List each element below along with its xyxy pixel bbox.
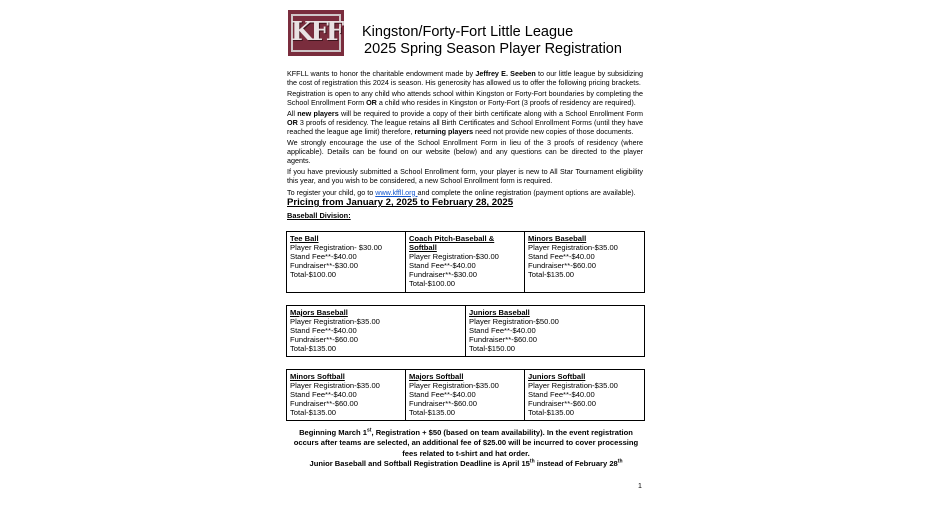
fee-line: Stand Fee**-$40.00 — [469, 325, 536, 335]
title-line-2: 2025 Spring Season Player Registration — [364, 41, 622, 57]
division-name: Juniors Softball — [528, 372, 586, 381]
fee-line: Player Registration-$35.00 — [290, 316, 380, 326]
table-row — [287, 306, 645, 357]
intro-paragraph-documents — [287, 110, 643, 136]
text-run: will be required to provide a copy of their birth certificate along with a School Enrollment Form — [338, 109, 643, 119]
fee-line: Fundraiser**-$60.00 — [409, 398, 477, 408]
fee-line: Player Registration-$35.00 — [409, 380, 499, 390]
division-name: Majors Softball — [409, 372, 464, 381]
fee-line: Fundraiser**-$60.00 — [528, 260, 596, 270]
text-run: Beginning March 1 — [299, 428, 368, 437]
fee-line: Stand Fee**-$40.00 — [528, 251, 595, 261]
emphasis-new-players: new players — [297, 109, 339, 119]
text-run: Registration is open to any child who attends school within Kingston or Forty-Fort boundaries by completing the School Enrollment Form — [287, 89, 643, 107]
intro-text — [287, 70, 643, 200]
pricing-table-baseball-1 — [286, 231, 645, 293]
price-cell — [287, 370, 406, 421]
text-run: To register your child, go to — [287, 187, 376, 197]
price-cell — [287, 232, 406, 293]
intro-paragraph-eligibility — [287, 90, 643, 108]
fee-total: Total-$135.00 — [528, 269, 575, 279]
website-link[interactable]: www.kffll.org — [375, 187, 418, 197]
division-label: Baseball Division: — [287, 211, 351, 220]
intro-paragraph-register — [287, 189, 643, 198]
price-cell — [406, 370, 525, 421]
fee-line: Stand Fee**-$40.00 — [409, 389, 476, 399]
intro-paragraph-enrollment-form: We strongly encourage the use of the School Enrollment Form in lieu of the 3 proofs of residency (where applicable). Details can be found on our website (below) and any questions can be directed to the player agents. — [287, 138, 643, 165]
table-row — [287, 370, 645, 421]
emphasis-returning-players: returning players — [414, 126, 474, 136]
fee-line: Stand Fee**-$40.00 — [528, 389, 595, 399]
late-registration-note — [286, 428, 646, 470]
price-cell — [406, 232, 525, 293]
text-run: 3 proofs of residency. The league retains all Birth Certificates and School Enrollment Forms (until they have reached the league age limit) therefore, — [287, 118, 643, 136]
pricing-table-baseball-2 — [286, 305, 645, 357]
emphasis-or: OR — [366, 97, 377, 107]
fee-line: Stand Fee**-$40.00 — [290, 251, 357, 261]
text-run: instead of February 28 — [534, 459, 618, 469]
ordinal-suffix: th — [529, 458, 535, 465]
text-run: Junior Baseball and Softball Registration Deadline is April 15 — [309, 459, 530, 469]
fee-line: Fundraiser**-$60.00 — [290, 334, 358, 344]
text-run: , Registration + $50 (based on team availability). In the event registration occurs after teams are selected, an additional fee of $25.00 will be incurred to cover processing fees related to t-shirt and hat order. — [293, 428, 639, 458]
fee-line: Fundraiser**-$30.00 — [409, 269, 477, 279]
fee-line: Player Registration-$35.00 — [528, 242, 618, 252]
fee-line: Player Registration-$30.00 — [409, 251, 499, 261]
fee-total: Total-$100.00 — [409, 278, 456, 288]
fee-total: Total-$100.00 — [290, 269, 337, 279]
text-run: to our little league by subsidizing the cost of registration this 2024 is season. His generosity has allowed us to offer the following pricing brackets. — [287, 69, 643, 87]
price-cell — [525, 370, 645, 421]
price-cell — [525, 232, 645, 293]
text-run: a child who resides in Kingston or Forty-Fort (3 proofs of residency are required). — [376, 97, 636, 107]
fee-line: Player Registration-$35.00 — [290, 380, 380, 390]
text-run: and complete the online registration (payment options are available). — [417, 187, 636, 197]
fee-total: Total-$150.00 — [469, 343, 516, 353]
fee-line: Fundraiser**-$60.00 — [290, 398, 358, 408]
division-name: Coach Pitch-Baseball & Softball — [409, 234, 495, 252]
page-number: 1 — [638, 483, 642, 490]
fee-line: Fundraiser**-$30.00 — [290, 260, 358, 270]
division-name: Majors Baseball — [290, 308, 348, 317]
emphasis-or: OR — [287, 118, 298, 128]
price-cell — [287, 306, 466, 357]
fee-line: Stand Fee**-$40.00 — [290, 325, 357, 335]
fee-line: Player Registration-$35.00 — [528, 380, 618, 390]
fee-line: Player Registration-$50.00 — [469, 316, 559, 326]
logo-letters: KFF — [290, 17, 342, 47]
price-cell — [466, 306, 645, 357]
fee-total: Total-$135.00 — [290, 407, 337, 417]
intro-paragraph-endowment — [287, 70, 643, 88]
ordinal-suffix: th — [617, 458, 623, 465]
donor-name: Jeffrey E. Seeben — [475, 69, 536, 78]
fee-total: Total-$135.00 — [409, 407, 456, 417]
text-run: KFFLL wants to honor the charitable endowment made by — [287, 69, 476, 78]
division-name: Tee Ball — [290, 234, 319, 243]
late-fee-text — [286, 428, 646, 459]
document-title — [362, 24, 622, 58]
fee-line: Stand Fee**-$40.00 — [290, 389, 357, 399]
text-run: All — [287, 109, 298, 119]
ordinal-suffix: st — [367, 427, 372, 434]
division-name: Minors Baseball — [528, 234, 587, 243]
intro-paragraph-all-star: If you have previously submitted a School Enrollment form, your player is new to All Star Tournament eligibility this year, and you wish to be considered, a new School Enrollment form is required. — [287, 167, 643, 186]
title-line-1: Kingston/Forty-Fort Little League — [362, 24, 574, 40]
division-name: Minors Softball — [290, 372, 345, 381]
fee-line: Player Registration- $30.00 — [290, 242, 383, 252]
fee-line: Fundraiser**-$60.00 — [469, 334, 537, 344]
division-name: Juniors Baseball — [469, 308, 530, 317]
table-row — [287, 232, 645, 293]
league-logo — [288, 10, 344, 56]
fee-total: Total-$135.00 — [290, 343, 337, 353]
fee-total: Total-$135.00 — [528, 407, 575, 417]
fee-line: Fundraiser**-$60.00 — [528, 398, 596, 408]
pricing-heading: Pricing from January 2, 2025 to February 28, 2025 — [287, 197, 514, 208]
text-run: need not provide new copies of those documents. — [473, 126, 634, 136]
pricing-table-softball — [286, 369, 645, 421]
fee-line: Stand Fee**-$40.00 — [409, 260, 476, 270]
junior-deadline-text — [286, 459, 646, 469]
